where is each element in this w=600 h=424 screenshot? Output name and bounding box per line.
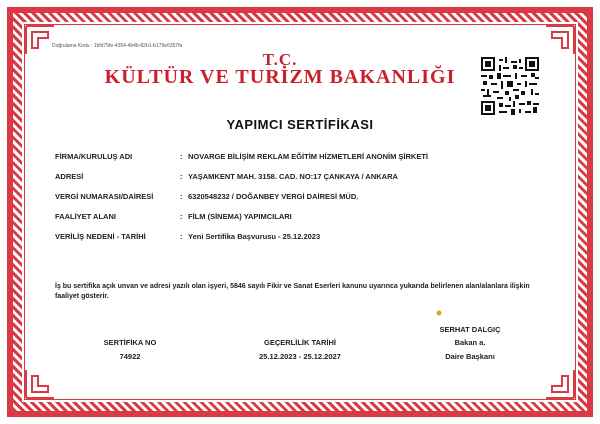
corner-ornament-icon <box>542 366 576 400</box>
field-label: VERİLİŞ NEDENİ - TARİHİ <box>55 232 146 241</box>
validity-value: 25.12.2023 - 25.12.2027 <box>259 352 341 361</box>
field-value: NOVARGE BİLİŞİM REKLAM EĞİTİM HİZMETLERİ ANONİM ŞİRKETİ <box>188 152 428 161</box>
verification-code: Doğrulama Kodu : 1bfd75fe-4364-4b4b-82b1-b179e6357fa <box>52 43 183 49</box>
field-label: VERGİ NUMARASI/DAİRESİ <box>55 192 154 201</box>
signer-title: Bakan a. <box>454 338 486 347</box>
qr-code-icon <box>481 57 539 115</box>
legal-statement: İş bu sertifika açık unvan ve adresi yazılı olan işyeri, 5846 sayılı Fikir ve Sanat Eserleri kanunu uyarınca yukarıda belirlenen alan/alanlara ilişkin faaliyet gösterir. <box>55 283 530 300</box>
certificate-title: YAPIMCI SERTİFİKASI <box>226 117 374 132</box>
field-value: Yeni Sertifika Başvurusu - 25.12.2023 <box>188 232 321 241</box>
field-separator: : <box>180 232 183 241</box>
signature-dot-icon <box>436 310 442 316</box>
header-ministry: KÜLTÜR VE TURİZM BAKANLIĞI <box>104 66 456 88</box>
field-label: FİRMA/KURULUŞ ADI <box>55 152 133 161</box>
header-tc: T.C. <box>262 50 298 69</box>
signer-department: Daire Başkanı <box>445 352 495 361</box>
field-label: ADRESİ <box>55 172 84 181</box>
field-value: 6320548232 / DOĞANBEY VERGİ DAİRESİ MÜD. <box>188 192 359 201</box>
field-separator: : <box>180 212 183 221</box>
field-separator: : <box>180 192 183 201</box>
field-value: FİLM (SİNEMA) YAPIMCILARI <box>188 212 292 221</box>
field-separator: : <box>180 152 183 161</box>
field-label: FAALİYET ALANI <box>55 212 116 221</box>
field-separator: : <box>180 172 183 181</box>
validity-label: GEÇERLİLİK TARİHİ <box>264 338 336 347</box>
corner-ornament-icon <box>24 366 58 400</box>
signer-name: SERHAT DALGIÇ <box>439 325 501 334</box>
field-value: YAŞAMKENT MAH. 3158. CAD. NO:17 ÇANKAYA / ANKARA <box>188 172 398 181</box>
cert-no-label: SERTİFİKA NO <box>103 338 157 347</box>
cert-no-value: 74922 <box>119 352 141 361</box>
